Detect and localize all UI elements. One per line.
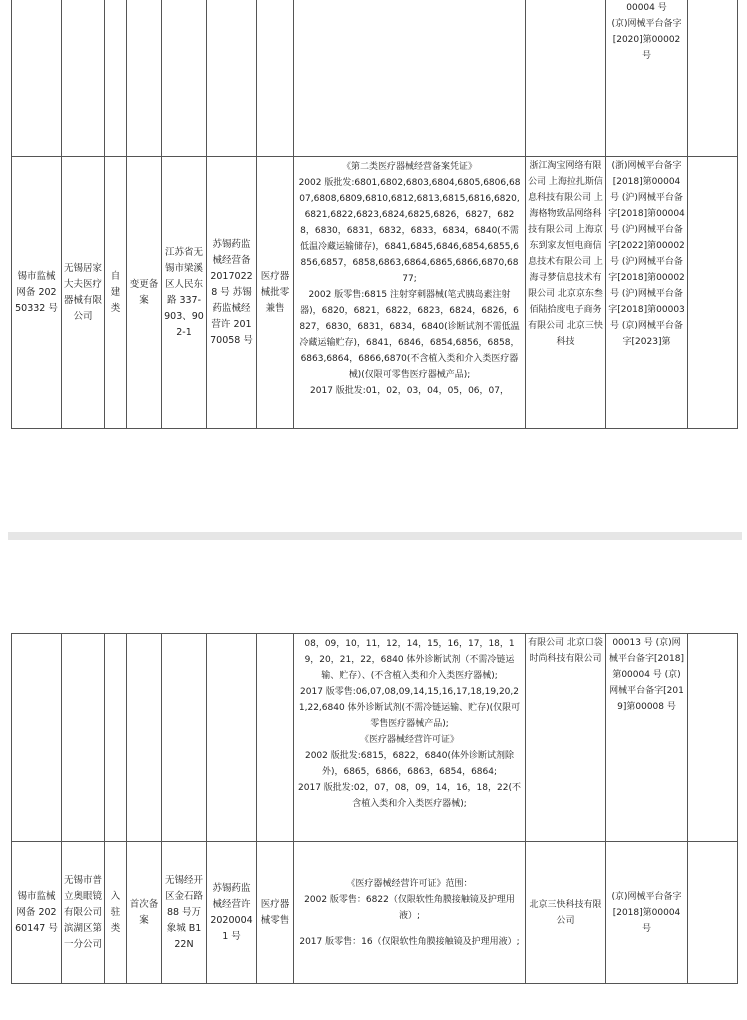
remark-cell bbox=[688, 0, 738, 157]
type-cell: 自建类 bbox=[105, 157, 127, 429]
license-cell bbox=[207, 0, 257, 157]
scope-cell bbox=[294, 842, 526, 984]
mode-cell: 医疗器械零售 bbox=[257, 842, 294, 984]
remark-cell bbox=[688, 634, 738, 842]
record-table-page-2 bbox=[11, 633, 738, 984]
mode-cell: 医疗器械批零兼售 bbox=[257, 157, 294, 429]
mode-cell bbox=[257, 0, 294, 157]
remark-cell bbox=[688, 842, 738, 984]
scope-line: 2002 版批发:6815，6822，6840(体外诊断试剂除外)，6865，6866，6863，6854，6864; bbox=[304, 751, 515, 777]
record-no-cell bbox=[12, 634, 62, 842]
license-cell: 苏锡药监械经营备 20170228 号 苏锡药监械经营许 20170058 号 bbox=[207, 157, 257, 429]
platform-no-cell: 00013 号 (京)网械平台备字[2018]第00004 号 (京)网械平台备字[2019]第00008 号 bbox=[606, 634, 688, 842]
platform-no-cell bbox=[606, 0, 688, 157]
table-row bbox=[12, 157, 738, 429]
record-table-page-1 bbox=[11, 0, 738, 429]
page-separator bbox=[8, 532, 742, 540]
mode-cell bbox=[257, 634, 294, 842]
platform-cell: 北京三快科技有限公司 bbox=[526, 842, 606, 984]
scope-line: 08，09，10，11，12，14，15，16，17，18，19，20，21，22，6840 体外诊断试剂（不需冷链运输、贮存）、(不含植入类和介入类医疗器械); bbox=[304, 639, 515, 681]
company-cell bbox=[62, 0, 105, 157]
scope-line: 《第二类医疗器械经营备案凭证》 bbox=[341, 162, 477, 172]
address-cell: 江苏省无锡市梁溪区人民东路 337-903、902-1 bbox=[162, 157, 207, 429]
scope-cell bbox=[294, 634, 526, 842]
table-row bbox=[12, 0, 738, 157]
action-cell: 首次备案 bbox=[127, 842, 162, 984]
platform-cell bbox=[526, 0, 606, 157]
scope-cell bbox=[294, 0, 526, 157]
type-cell: 入驻类 bbox=[105, 842, 127, 984]
platform-no-cell: (京)网械平台备字[2018]第00004 号 bbox=[606, 842, 688, 984]
record-no-cell: 锡市监械网备 20250332 号 bbox=[12, 157, 62, 429]
platform-no-text: 00004 号 bbox=[626, 3, 667, 13]
address-cell bbox=[162, 634, 207, 842]
scope-line: 《医疗器械经营许可证》范围： bbox=[346, 878, 473, 889]
company-cell: 无锡居家大夫医疗器械有限公司 bbox=[62, 157, 105, 429]
license-cell: 苏锡药监械经营许 20200041 号 bbox=[207, 842, 257, 984]
action-cell: 变更备案 bbox=[127, 157, 162, 429]
page-2 bbox=[0, 542, 747, 1020]
company-cell: 无锡市普立奥眼镜有限公司滨湖区第一分公司 bbox=[62, 842, 105, 984]
type-cell bbox=[105, 0, 127, 157]
platform-cell: 有限公司 北京口袋时尚科技有限公司 bbox=[526, 634, 606, 842]
platform-no-text: (京)网械平台备字[2020]第00002 号 bbox=[611, 19, 682, 61]
scope-line: 2017 版零售:06,07,08,09,14,15,16,17,18,19,20,21,22,6840 体外诊断试剂(不需冷链运输、贮存)(仅限可零售医疗器械产品); bbox=[298, 687, 521, 729]
address-cell: 无锡经开区金石路 88 号万象城 B122N bbox=[162, 842, 207, 984]
record-no-cell bbox=[12, 0, 62, 157]
platform-no-cell: (浙)网械平台备字[2018]第00004 号 (沪)网械平台备字[2018]第00004 号 (沪)网械平台备字[2022]第00002 号 (沪)网械平台备字[2018]第00002 号 (沪)网械平台备字[2018]第00003 号 (京)网械平台备字[2023]第 bbox=[606, 157, 688, 429]
action-cell bbox=[127, 634, 162, 842]
company-cell bbox=[62, 634, 105, 842]
table-row bbox=[12, 842, 738, 984]
license-cell bbox=[207, 634, 257, 842]
scope-line: 2002 版零售：6822（仅限软性角膜接触镜及护理用液）; bbox=[304, 894, 515, 921]
platform-cell: 浙江淘宝网络有限公司 上海拉扎斯信息科技有限公司 上海格物致品网络科技有限公司 上海京东到家友恒电商信息技术有限公司 上海寻梦信息技术有限公司 北京京东叁佰陆拾度电子商务有限公司 北京三快科技 bbox=[526, 157, 606, 429]
scope-line: 《医疗器械经营许可证》 bbox=[359, 735, 459, 745]
type-cell bbox=[105, 634, 127, 842]
scope-line: 2017 版零售：16（仅限软性角膜接触镜及护理用液）; bbox=[299, 936, 520, 947]
scope-line: 2017 版批发:01，02，03，04，05，06，07， bbox=[310, 386, 509, 396]
table-row bbox=[12, 634, 738, 842]
scope-line: 2017 版批发:02，07，08，09，14，16，18，22(不含植入类和介入类医疗器械); bbox=[298, 783, 521, 809]
action-cell bbox=[127, 0, 162, 157]
scope-line: 2002 版批发:6801,6802,6803,6804,6805,6806,6807,6808,6809,6810,6812,6813,6815,6816,6820,6821,6822,6823,6824,6825,6826，6827，6828，6830，6831，6832，6833，6834，6840(不需低温冷藏运输储存)，6841,6845,6846,6854,6855,6856,6857，6858,6863,6864,6865,6866,6870,6877; bbox=[298, 178, 521, 284]
record-no-cell: 锡市监械网备 20260147 号 bbox=[12, 842, 62, 984]
scope-cell bbox=[294, 157, 526, 429]
address-cell bbox=[162, 0, 207, 157]
scope-line: 2002 版零售:6815 注射穿刺器械(笔式胰岛素注射器)，6820，6821，6822，6823，6824，6826，6827，6830，6831，6834，6840(诊断试剂不需低温冷藏运输贮存)，6841，6846，6854,6856，6858，6863,6864，6866,6870(不含植入类和介入类医疗器械)(仅限可零售医疗器械产品); bbox=[299, 290, 520, 380]
remark-cell bbox=[688, 157, 738, 429]
